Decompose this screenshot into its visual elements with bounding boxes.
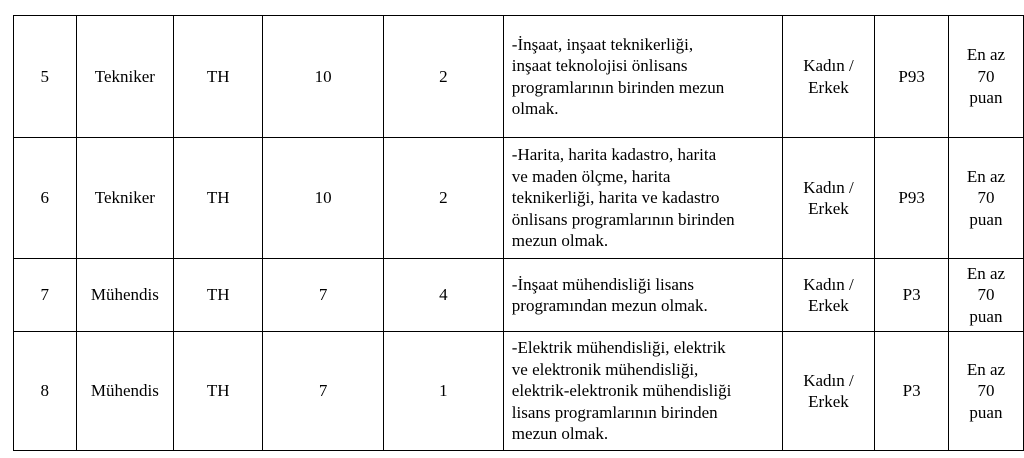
position-type-cell: TH [174,259,263,332]
gender-cell: Kadın / Erkek [782,259,875,332]
quota-count-cell: 2 [384,16,504,138]
gender-cell: Kadın / Erkek [782,138,875,259]
table-row [14,16,1024,138]
gender-cell: Kadın / Erkek [782,332,875,451]
position-title-cell: Mühendis [76,259,174,332]
minimum-score-cell: En az 70 puan [948,16,1023,138]
table-body [14,16,1024,451]
kpss-type-cell: P3 [875,332,948,451]
requirements-cell: -Elektrik mühendisliği, elektrik ve elektronik mühendisliği, elektrik-elektronik mühendisliği lisans programlarının birinden mezun olmak. [503,332,782,451]
position-type-cell: TH [174,138,263,259]
position-title-cell: Tekniker [76,16,174,138]
position-type-cell: TH [174,16,263,138]
kpss-type-cell: P93 [875,138,948,259]
position-title-cell: Mühendis [76,332,174,451]
requirements-cell: -Harita, harita kadastro, harita ve maden ölçme, harita teknikerliği, harita ve kadastro önlisans programlarının birinden mezun olmak. [503,138,782,259]
minimum-score-cell: En az 70 puan [948,138,1023,259]
requirements-cell: -İnşaat, inşaat teknikerliği, inşaat teknolojisi önlisans programlarının birinden mezun olmak. [503,16,782,138]
row-number-cell: 8 [14,332,77,451]
position-title-cell: Tekniker [76,138,174,259]
minimum-score-cell: En az 70 puan [948,332,1023,451]
quota-count-cell: 2 [384,138,504,259]
row-number-cell: 7 [14,259,77,332]
quota-count-cell: 1 [384,332,504,451]
position-type-cell: TH [174,332,263,451]
table-row [14,332,1024,451]
column-4-cell: 10 [263,138,384,259]
quota-count-cell: 4 [384,259,504,332]
minimum-score-cell: En az 70 puan [948,259,1023,332]
requirements-cell: -İnşaat mühendisliği lisans programından mezun olmak. [503,259,782,332]
column-4-cell: 7 [263,259,384,332]
row-number-cell: 5 [14,16,77,138]
column-4-cell: 7 [263,332,384,451]
column-4-cell: 10 [263,16,384,138]
table-row [14,138,1024,259]
gender-cell: Kadın / Erkek [782,16,875,138]
kpss-type-cell: P3 [875,259,948,332]
row-number-cell: 6 [14,138,77,259]
table-row [14,259,1024,332]
kpss-type-cell: P93 [875,16,948,138]
positions-table [13,15,1024,451]
